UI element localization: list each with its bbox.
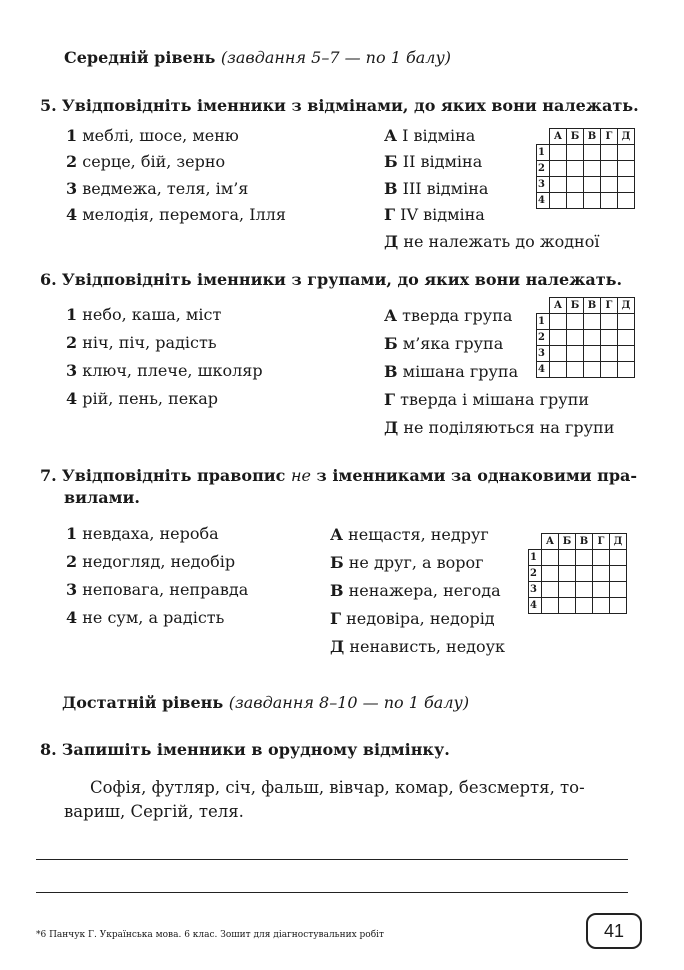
- grid-cell[interactable]: [601, 193, 618, 209]
- question-number: 6.: [40, 270, 57, 289]
- q6-option-1: 1 небо, каша, міст: [66, 305, 222, 324]
- grid-cell[interactable]: [576, 550, 593, 566]
- section-title: Середній рівень: [64, 48, 216, 67]
- q5-answer-b: Б ІІ відміна: [384, 152, 483, 171]
- grid-cell[interactable]: [584, 177, 601, 193]
- grid-cell[interactable]: [593, 598, 610, 614]
- q5-option-3: 3 ведмежа, теля, ім’я: [66, 179, 249, 198]
- q7-answer-a: А нещастя, недруг: [330, 525, 489, 544]
- question-6-heading: [40, 270, 622, 289]
- q6-option-2: 2 ніч, піч, радість: [66, 333, 217, 352]
- page-number: 41: [586, 913, 642, 949]
- question-8-heading: [40, 740, 450, 759]
- q6-answer-b: Б м’яка група: [384, 334, 504, 353]
- section-note: (завдання 8–10 — по 1 балу): [228, 693, 470, 712]
- q6-answer-d: Г тверда і мішана групи: [384, 390, 590, 409]
- grid-cell[interactable]: [584, 161, 601, 177]
- q6-answer-grid: А Б В Г Д 1 2 3 4: [536, 297, 635, 378]
- grid-cell[interactable]: [601, 314, 618, 330]
- q5-answer-d: Г ІV відміна: [384, 205, 485, 224]
- grid-cell[interactable]: [618, 193, 635, 209]
- q5-option-2: 2 серце, бій, зерно: [66, 152, 226, 171]
- grid-cell[interactable]: [567, 145, 584, 161]
- section-heading-middle-level: [64, 48, 451, 67]
- q5-answer-c: В ІІІ відміна: [384, 179, 489, 198]
- grid-cell[interactable]: [567, 314, 584, 330]
- grid-cell[interactable]: [593, 550, 610, 566]
- grid-cell[interactable]: [618, 330, 635, 346]
- grid-cell[interactable]: [584, 314, 601, 330]
- q5-answer-a: А І відміна: [384, 126, 476, 145]
- section-heading-sufficient-level: [62, 693, 469, 712]
- grid-cell[interactable]: [559, 582, 576, 598]
- grid-cell[interactable]: [610, 598, 627, 614]
- question-text: Запишіть іменники в орудному відмінку.: [61, 740, 450, 759]
- q7-answer-d: Г недовіра, недорід: [330, 609, 495, 628]
- grid-cell[interactable]: [550, 362, 567, 378]
- q6-option-4: 4 рій, пень, пекар: [66, 389, 219, 408]
- grid-cell[interactable]: [576, 566, 593, 582]
- q6-answer-e: Д не поділяються на групи: [384, 418, 615, 437]
- question-5-heading: [40, 96, 639, 115]
- grid-cell[interactable]: [542, 582, 559, 598]
- grid-cell[interactable]: [584, 330, 601, 346]
- grid-cell[interactable]: [584, 145, 601, 161]
- grid-cell[interactable]: [610, 566, 627, 582]
- grid-cell[interactable]: [584, 193, 601, 209]
- question-number: 8.: [40, 740, 57, 759]
- grid-cell[interactable]: [593, 582, 610, 598]
- q7-answer-e: Д ненависть, недоук: [330, 637, 506, 656]
- q7-option-2: 2 недогляд, недобір: [66, 552, 236, 571]
- grid-cell[interactable]: [601, 177, 618, 193]
- grid-cell[interactable]: [567, 177, 584, 193]
- grid-cell[interactable]: [542, 550, 559, 566]
- grid-cell[interactable]: [559, 598, 576, 614]
- q7-answer-b: Б не друг, а ворог: [330, 553, 484, 572]
- grid-cell[interactable]: [567, 161, 584, 177]
- grid-cell[interactable]: [550, 145, 567, 161]
- grid-cell[interactable]: [559, 550, 576, 566]
- grid-cell[interactable]: [550, 193, 567, 209]
- grid-cell[interactable]: [550, 161, 567, 177]
- q7-option-1: 1 невдаха, нероба: [66, 524, 219, 543]
- grid-cell[interactable]: [584, 346, 601, 362]
- q5-option-4: 4 мелодія, перемога, Ілля: [66, 205, 286, 224]
- grid-cell[interactable]: [601, 161, 618, 177]
- grid-cell[interactable]: [618, 161, 635, 177]
- grid-cell[interactable]: [601, 346, 618, 362]
- question-text: Увідповідніть іменники з відмінами, до яких вони належать.: [61, 96, 639, 115]
- grid-cell[interactable]: [601, 362, 618, 378]
- question-7-heading: [40, 466, 637, 485]
- question-text-emphasis: не: [290, 466, 311, 485]
- grid-cell[interactable]: [542, 566, 559, 582]
- q7-option-3: 3 неповага, неправда: [66, 580, 249, 599]
- grid-cell[interactable]: [576, 582, 593, 598]
- question-7-text-line2: вилами.: [64, 488, 140, 507]
- grid-cell[interactable]: [618, 145, 635, 161]
- grid-cell[interactable]: [618, 177, 635, 193]
- q5-answer-grid: А Б В Г Д 1 2 3 4: [536, 128, 635, 209]
- q6-answer-a: А тверда група: [384, 306, 513, 325]
- grid-cell[interactable]: [550, 314, 567, 330]
- answer-line-2[interactable]: [36, 892, 628, 893]
- q6-option-3: 3 ключ, плече, школяр: [66, 361, 263, 380]
- grid-cell[interactable]: [601, 330, 618, 346]
- grid-cell[interactable]: [550, 330, 567, 346]
- grid-cell[interactable]: [618, 346, 635, 362]
- question-text-part2: з іменниками за однаковими пра-: [310, 466, 638, 485]
- grid-cell[interactable]: [567, 193, 584, 209]
- q7-answer-c: В ненажера, негода: [330, 581, 501, 600]
- grid-cell[interactable]: [593, 566, 610, 582]
- answer-line-1[interactable]: [36, 859, 628, 860]
- section-title: Достатній рівень: [62, 693, 224, 712]
- grid-cell[interactable]: [618, 314, 635, 330]
- grid-cell[interactable]: [584, 362, 601, 378]
- grid-cell[interactable]: [559, 566, 576, 582]
- grid-cell[interactable]: [576, 598, 593, 614]
- grid-cell[interactable]: [610, 582, 627, 598]
- q8-words-line1: Софія, футляр, січ, фальш, вівчар, комар, безсмертя, то-: [90, 778, 585, 797]
- question-number: 5.: [40, 96, 57, 115]
- grid-cell[interactable]: [542, 598, 559, 614]
- q5-answer-e: Д не належать до жодної: [384, 232, 600, 251]
- grid-cell[interactable]: [618, 362, 635, 378]
- footer-note: *6 Панчук Г. Українська мова. 6 клас. Зошит для діагностувальних робіт: [36, 930, 384, 940]
- q8-words-line2: вариш, Сергій, теля.: [64, 802, 244, 821]
- grid-cell[interactable]: [567, 330, 584, 346]
- q7-option-4: 4 не сум, а радість: [66, 608, 225, 627]
- question-number: 7.: [40, 466, 57, 485]
- grid-cell[interactable]: [610, 550, 627, 566]
- grid-cell[interactable]: [550, 346, 567, 362]
- section-note: (завдання 5–7 — по 1 балу): [220, 48, 451, 67]
- question-text: Увідповідніть іменники з групами, до яких вони належать.: [61, 270, 623, 289]
- q7-answer-grid: А Б В Г Д 1 2 3 4: [528, 533, 627, 614]
- q6-answer-c: В мішана група: [384, 362, 519, 381]
- grid-cell[interactable]: [601, 145, 618, 161]
- grid-cell[interactable]: [567, 346, 584, 362]
- question-text-part1: Увідповідніть правопис: [61, 466, 291, 485]
- grid-cell[interactable]: [567, 362, 584, 378]
- q5-option-1: 1 меблі, шосе, меню: [66, 126, 239, 145]
- grid-cell[interactable]: [550, 177, 567, 193]
